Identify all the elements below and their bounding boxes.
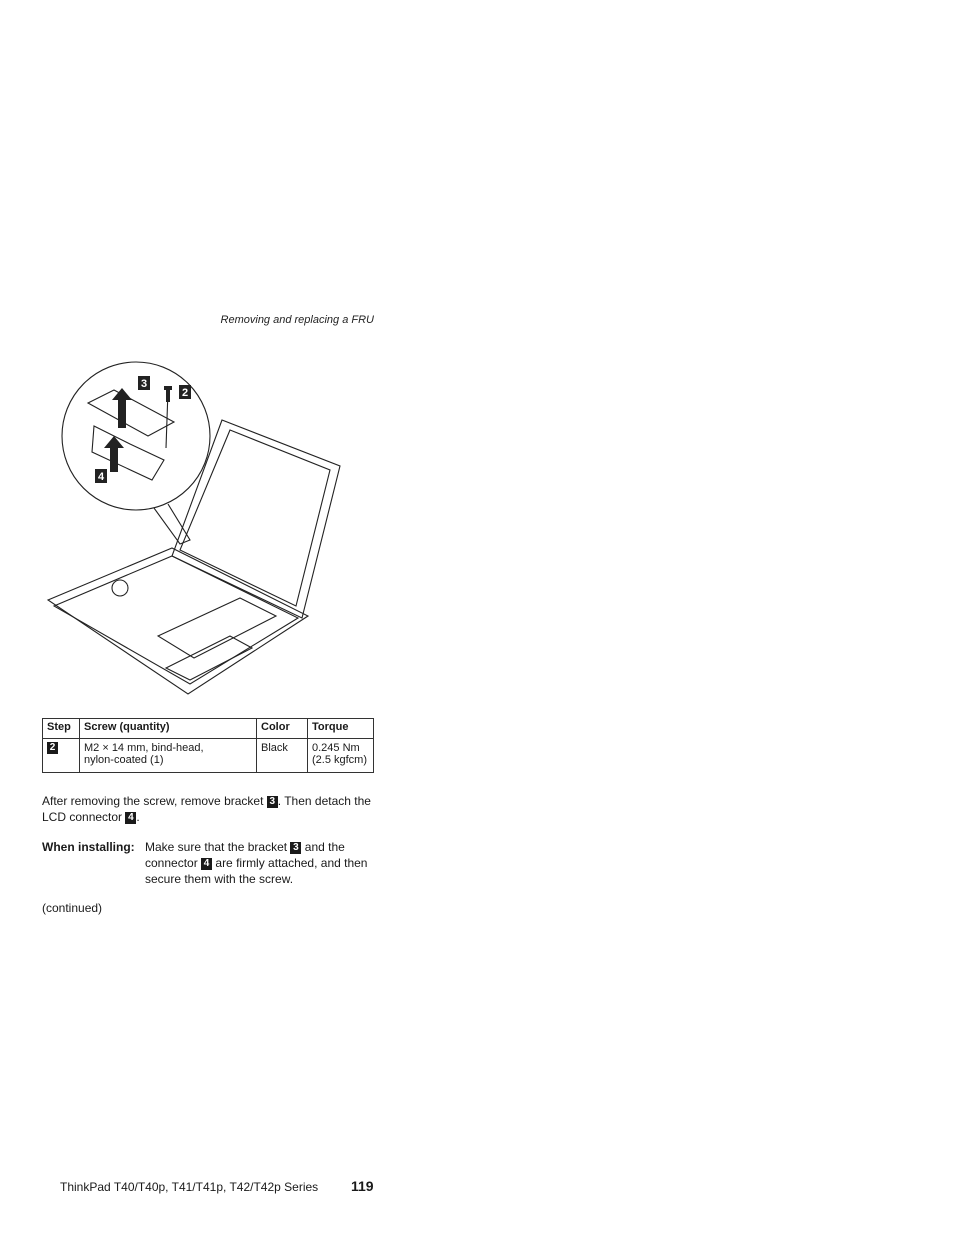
callout-3-inline: 3 (290, 842, 301, 854)
cell-screw (80, 739, 257, 773)
callout-4: 4 (97, 471, 105, 483)
callout-2: 2 (181, 387, 189, 399)
page-number: 119 (351, 1178, 374, 1194)
table-header-row (43, 719, 374, 739)
arrow-up-icon (112, 388, 132, 428)
install-note (42, 839, 374, 887)
card-plate (166, 636, 252, 680)
screw-line-1: M2 × 14 mm, bind-head, (84, 742, 204, 754)
footer-product: ThinkPad T40/T40p, T41/T41p, T42/T42p Series (60, 1180, 319, 1194)
torque-line-1: 0.245 Nm (312, 742, 360, 754)
table-row (43, 739, 374, 773)
arrow-up-icon (104, 436, 124, 472)
col-screw: Screw (quantity) (80, 719, 257, 739)
illustration-svg (40, 348, 380, 700)
torque-line-2: (2.5 kgfcm) (312, 754, 368, 766)
cell-step (43, 739, 80, 773)
col-color: Color (257, 719, 308, 739)
memory-plate (158, 598, 276, 658)
install-content (145, 839, 370, 887)
callout-3: 3 (140, 378, 148, 390)
screw-shaft (166, 390, 170, 402)
magnifier-circle (62, 362, 210, 510)
screw-head (164, 386, 172, 390)
instruction-text: . (136, 810, 140, 824)
callout-3-inline: 3 (267, 796, 278, 808)
continued-note: (continued) (42, 901, 103, 915)
fan-outline (112, 580, 128, 596)
callout-4-inline: 4 (201, 858, 212, 870)
callout-4-inline: 4 (125, 812, 136, 824)
instruction-text: . Then detach the LCD connector (42, 794, 371, 824)
instruction-paragraph (42, 793, 372, 825)
install-text: are firmly attached, and then secure them with the screw. (145, 856, 368, 886)
lcd-screen (180, 430, 330, 606)
install-label: When installing: (42, 840, 135, 854)
cell-torque (308, 739, 374, 773)
instruction-text: After removing the screw, remove bracket (42, 794, 264, 808)
install-text: Make sure that the bracket (145, 840, 288, 854)
cell-color: Black (257, 739, 308, 773)
col-torque: Torque (308, 719, 374, 739)
system-board (48, 548, 308, 694)
running-header: Removing and replacing a FRU (220, 314, 374, 326)
lcd-frame (172, 420, 340, 618)
callout-2-cell: 2 (47, 742, 58, 754)
col-step: Step (43, 719, 80, 739)
lcd-connector-illustration (40, 348, 380, 700)
screw-table (42, 718, 374, 773)
screw-line-2: nylon-coated (1) (84, 754, 164, 766)
board-inner (54, 556, 298, 684)
install-text: and the connector (145, 840, 345, 870)
